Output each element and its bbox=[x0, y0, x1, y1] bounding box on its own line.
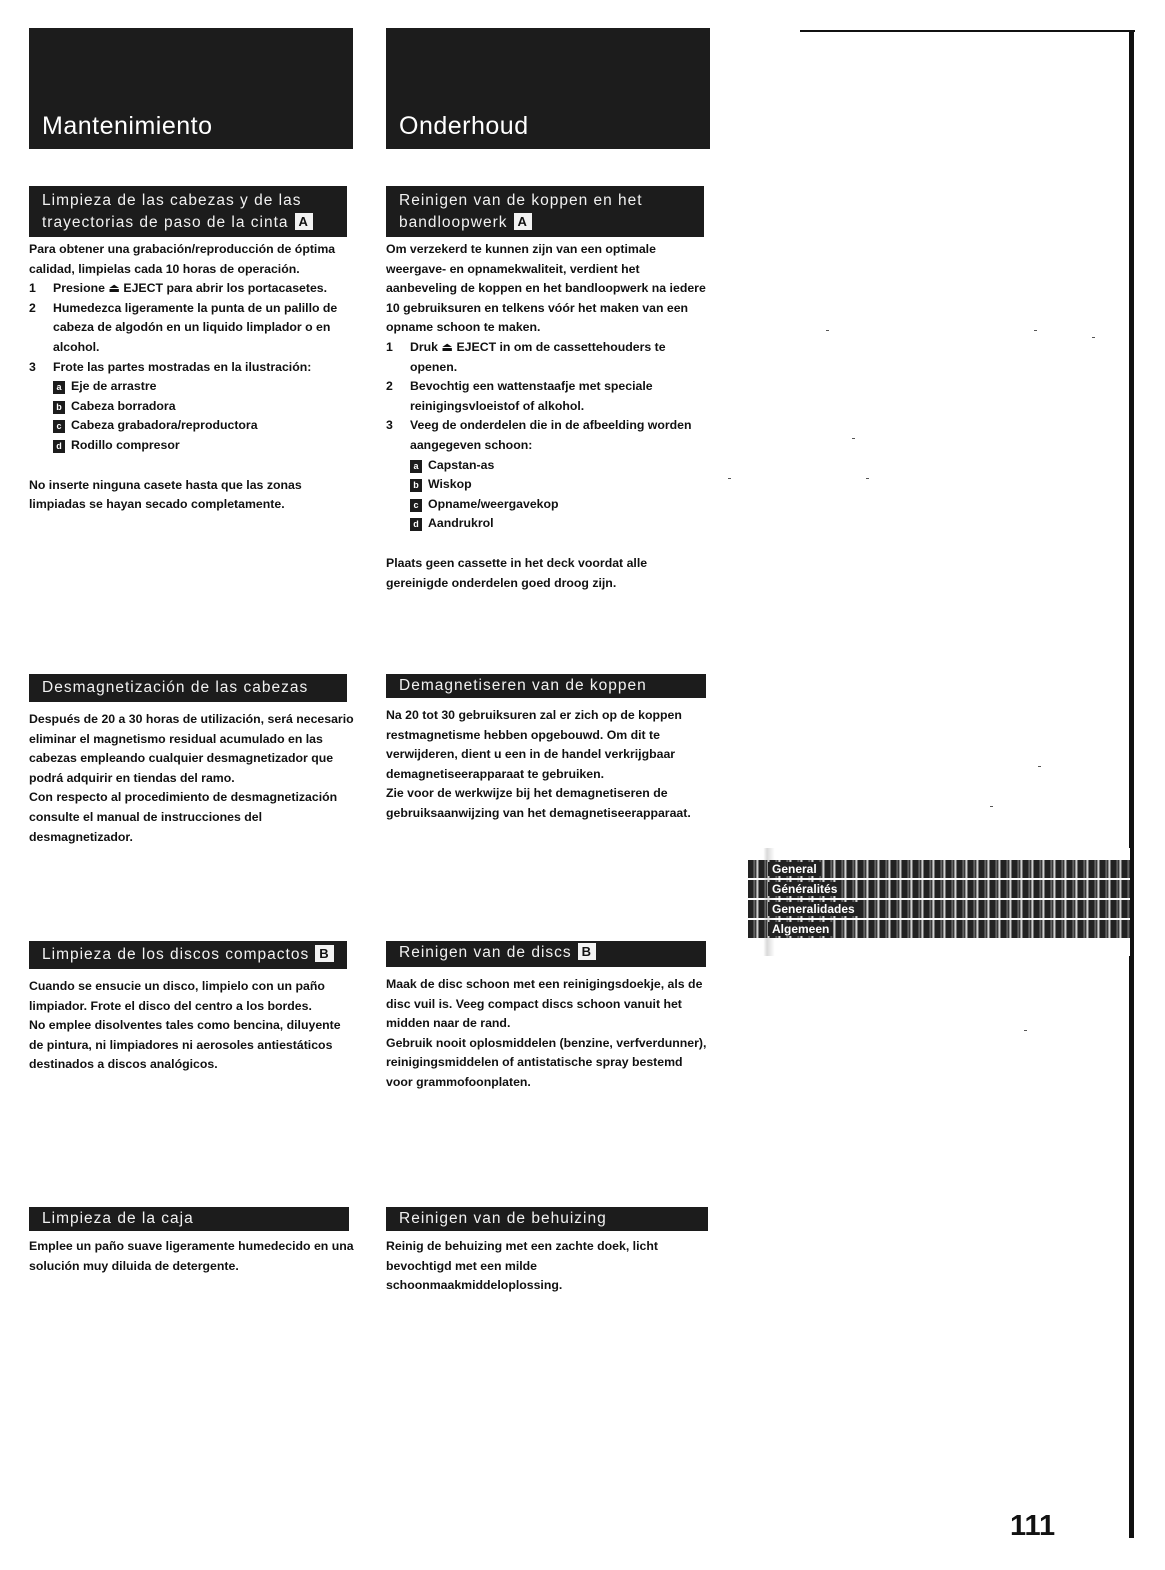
page-number: 111 bbox=[1010, 1510, 1056, 1542]
parts-list bbox=[386, 456, 711, 534]
scan-speck bbox=[990, 806, 993, 807]
figure-label: B bbox=[578, 943, 596, 960]
steps-list bbox=[386, 338, 711, 456]
section-body: Na 20 tot 30 gebruiksuren zal er zich op de koppen restmagnetisme hebben opgebouwd. Om dit te verwijderen, dient u een in de handel verkrijgbaar demagnetiseerapparaat te gebruiken. Zie voor de werkwijze bij het demagnetiseren de gebruiksaanwijzing van het demagnetiseerapparaat. bbox=[386, 708, 691, 820]
scan-speck bbox=[866, 478, 869, 479]
section-body bbox=[29, 240, 354, 515]
index-tab-generalidades[interactable]: Generalidades bbox=[748, 900, 1130, 918]
note-paragraph: No inserte ninguna casete hasta que las zonas limpiadas se hayan secado completamente. bbox=[29, 477, 302, 512]
intro-paragraph: Om verzekerd te kunnen zijn van een optimale weergave- en opnamekwaliteit, verdient het aanbeveling de koppen en het bandloopwerk na iedere 10 gebruiksuren en telkens vóór het maken van een opname schoon te maken. bbox=[386, 242, 706, 335]
section-body: Maak de disc schoon met een reinigingsdoekje, als de disc vuil is. Veeg compact discs schoon vanuit het midden naar de rand. Gebruik nooit oplosmiddelen (benzine, verfverdunner), reinigingsmiddelen of antistatische spray bestemd voor grammofoonplaten. bbox=[386, 977, 707, 1089]
scan-speck bbox=[728, 478, 731, 479]
figure-label: B bbox=[315, 945, 333, 962]
index-tab-generalites[interactable]: Généralités bbox=[748, 880, 1130, 898]
part-item: a Eje de arrastre bbox=[53, 377, 354, 397]
chapter-title-es: Mantenimiento bbox=[42, 112, 213, 140]
chapter-title-nl: Onderhoud bbox=[399, 112, 529, 140]
note-paragraph: Plaats geen cassette in het deck voordat alle gereinigde onderdelen goed droog zijn. bbox=[386, 555, 648, 590]
figure-label: A bbox=[514, 213, 532, 230]
section-title: Desmagnetización de las cabezas bbox=[29, 674, 347, 702]
section-nl-cabinet bbox=[386, 1207, 711, 1296]
chapter-banner-nl bbox=[386, 28, 710, 149]
steps-list bbox=[29, 279, 354, 377]
section-title: Reinigen van de koppen en het bandloopwerk A bbox=[386, 186, 704, 237]
section-body: Después de 20 a 30 horas de utilización, será necesario eliminar el magnetismo residual acumulado en las cabezas empleando cualquier desmagnetizador que podrá adquirir en tiendas del ramo. Con respecto al procedimiento de desmagnetización consulte el manual de instrucciones del desmagnetizador. bbox=[29, 712, 354, 844]
section-body bbox=[386, 240, 711, 593]
section-es-discs bbox=[29, 941, 354, 1075]
scan-speck bbox=[852, 438, 855, 439]
section-title: Limpieza de la caja bbox=[29, 1207, 349, 1231]
section-es-demag bbox=[29, 674, 354, 847]
section-title: Reinigen van de discs B bbox=[386, 941, 706, 967]
step-item: 2 Humedezca ligeramente la punta de un palillo de cabeza de algodón en un liquido limplador o en alcohol. bbox=[29, 300, 338, 354]
intro-paragraph: Para obtener una grabación/reproducción de óptima calidad, limpielas cada 10 horas de operación. bbox=[29, 242, 336, 276]
section-nl-discs bbox=[386, 941, 711, 1093]
chapter-banner-es bbox=[29, 28, 353, 149]
section-title: Limpieza de los discos compactos B bbox=[29, 941, 347, 969]
section-nl-heads bbox=[386, 186, 711, 593]
section-body: Emplee un paño suave ligeramente humedecido en una solución muy diluida de detergente. bbox=[29, 1239, 354, 1273]
part-item: b Wiskop bbox=[410, 475, 711, 495]
step-item: 3 Veeg de onderdelen die in de afbeelding worden aangegeven schoon: bbox=[386, 418, 692, 452]
section-body: Reinig de behuizing met een zachte doek, licht bevochtigd met een milde schoonmaakmiddeloplossing. bbox=[386, 1239, 658, 1293]
section-title: Reinigen van de behuizing bbox=[386, 1207, 708, 1231]
section-es-heads bbox=[29, 186, 354, 515]
section-title: Limpieza de las cabezas y de las trayectorias de paso de la cinta A bbox=[29, 186, 347, 237]
step-item: 2 Bevochtig een wattenstaafje met speciale reinigingsvloeistof of alkohol. bbox=[386, 379, 653, 413]
figure-label: A bbox=[295, 213, 313, 230]
step-item: 1 Druk ⏏ EJECT in om de cassettehouders te openen. bbox=[386, 339, 666, 374]
scan-speck bbox=[1034, 330, 1037, 331]
step-item: 3 Frote las partes mostradas en la ilustración: bbox=[29, 359, 312, 374]
step-item: 1 Presione ⏏ EJECT para abrir los portacasetes. bbox=[29, 281, 328, 296]
scan-speck bbox=[1024, 1030, 1027, 1031]
top-rule bbox=[800, 30, 1135, 32]
section-nl-demag bbox=[386, 674, 711, 824]
section-body: Cuando se ensucie un disco, limpielo con un paño limpiador. Frote el disco del centro a los bordes. No emplee disolventes tales como bencina, diluyente de pintura, ni limpiadores ni aerosoles antiestáticos destinados a discos analógicos. bbox=[29, 979, 341, 1072]
part-item: b Cabeza borradora bbox=[53, 397, 354, 417]
part-item: c Cabeza grabadora/reproductora bbox=[53, 416, 354, 436]
section-title: Demagnetiseren van de koppen bbox=[386, 674, 706, 698]
part-item: c Opname/weergavekop bbox=[410, 495, 711, 515]
edge-bar bbox=[1129, 30, 1134, 1538]
part-item: d Aandrukrol bbox=[410, 514, 711, 534]
scan-speck bbox=[1092, 337, 1095, 338]
side-index-tabs bbox=[748, 848, 1130, 956]
section-es-cabinet bbox=[29, 1207, 354, 1276]
index-tab-general[interactable]: General bbox=[748, 860, 1130, 878]
index-tab-algemeen[interactable]: Algemeen bbox=[748, 920, 1130, 938]
scan-speck bbox=[1038, 766, 1041, 767]
parts-list bbox=[29, 377, 354, 455]
part-item: a Capstan-as bbox=[410, 456, 711, 476]
part-item: d Rodillo compresor bbox=[53, 436, 354, 456]
scan-speck bbox=[826, 330, 829, 331]
